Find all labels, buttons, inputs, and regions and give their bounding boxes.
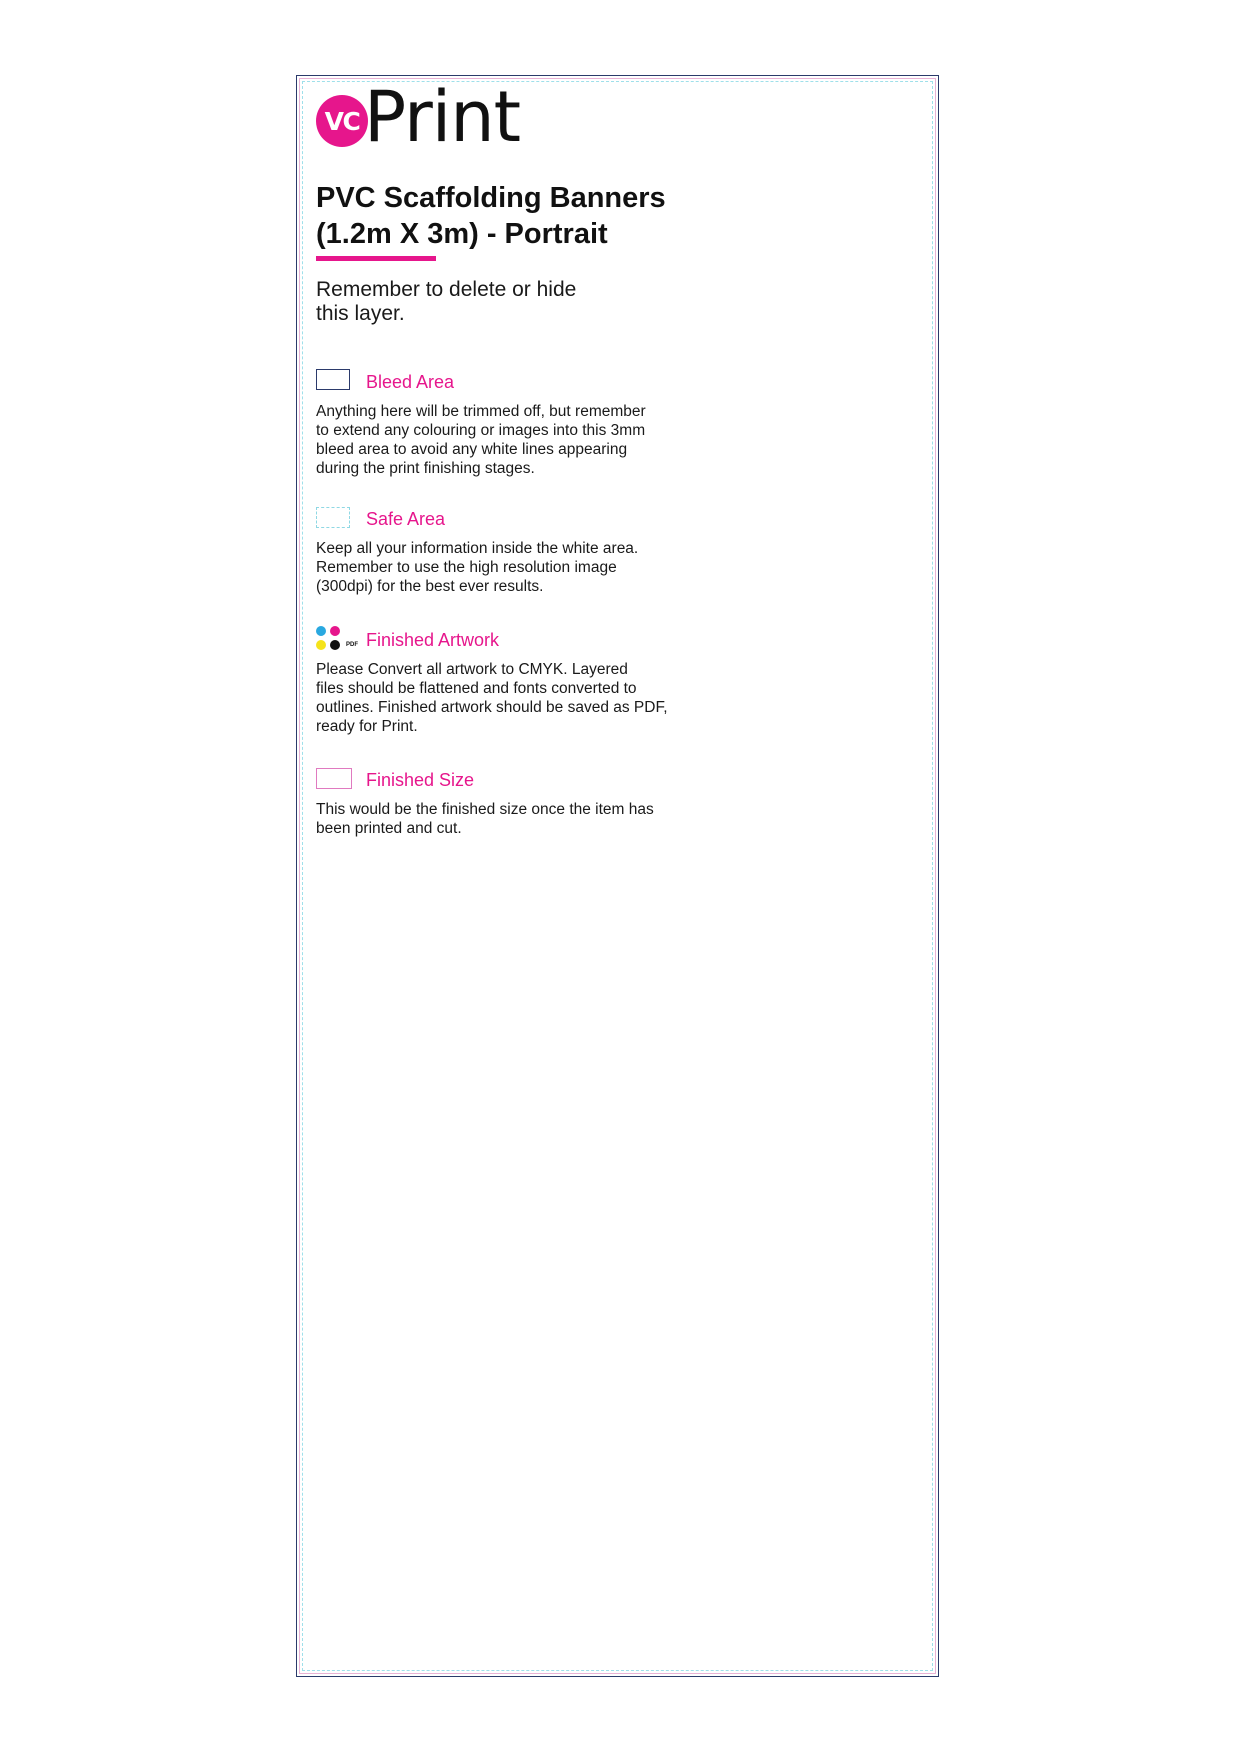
title-underline: [316, 256, 436, 261]
safe-area-description: [316, 539, 716, 596]
safe-desc-line: (300dpi) for the best ever results.: [316, 578, 544, 595]
safe-desc-line: Remember to use the high resolution image: [316, 559, 617, 576]
bleed-swatch-icon: [316, 369, 350, 390]
artwork-desc-line: Please Convert all artwork to CMYK. Layered: [316, 661, 628, 678]
reminder-line-2: this layer.: [316, 302, 405, 325]
bleed-desc-line: bleed area to avoid any white lines appearing: [316, 441, 628, 458]
finished-size-label: Finished Size: [366, 770, 475, 790]
cmyk-pdf-icon: [316, 626, 360, 652]
artwork-desc-line: ready for Print.: [316, 718, 418, 735]
finished-artwork-label: Finished Artwork: [366, 630, 500, 650]
cyan-dot-icon: [316, 626, 326, 636]
safe-desc-line: Keep all your information inside the white area.: [316, 540, 639, 557]
page-title: [316, 180, 666, 252]
reminder-text: [316, 278, 646, 326]
artwork-desc-line: outlines. Finished artwork should be saved as PDF,: [316, 699, 668, 716]
finished-size-swatch-icon: [316, 768, 352, 789]
black-dot-icon: [330, 640, 340, 650]
vcprint-logo: [316, 76, 526, 158]
bleed-desc-line: to extend any colouring or images into this 3mm: [316, 422, 646, 439]
logo-wordmark: Print: [364, 76, 521, 158]
yellow-dot-icon: [316, 640, 326, 650]
bleed-desc-line: Anything here will be trimmed off, but remember: [316, 403, 646, 420]
pdf-tag: PDF: [346, 642, 358, 648]
size-desc-line: been printed and cut.: [316, 820, 462, 837]
size-desc-line: This would be the finished size once the item has: [316, 801, 654, 818]
finished-artwork-description: [316, 660, 716, 736]
artwork-desc-line: files should be flattened and fonts converted to: [316, 680, 637, 697]
title-line-2: (1.2m X 3m) - Portrait: [316, 218, 608, 250]
finished-size-description: [316, 800, 716, 838]
safe-area-label: Safe Area: [366, 509, 446, 529]
bleed-area-label: Bleed Area: [366, 372, 455, 392]
reminder-line-1: Remember to delete or hide: [316, 278, 577, 301]
logo-mark: VC: [324, 107, 360, 136]
safe-swatch-icon: [316, 507, 350, 528]
bleed-desc-line: during the print finishing stages.: [316, 460, 535, 477]
bleed-area-description: [316, 402, 716, 478]
magenta-dot-icon: [330, 626, 340, 636]
title-line-1: PVC Scaffolding Banners: [316, 182, 666, 214]
